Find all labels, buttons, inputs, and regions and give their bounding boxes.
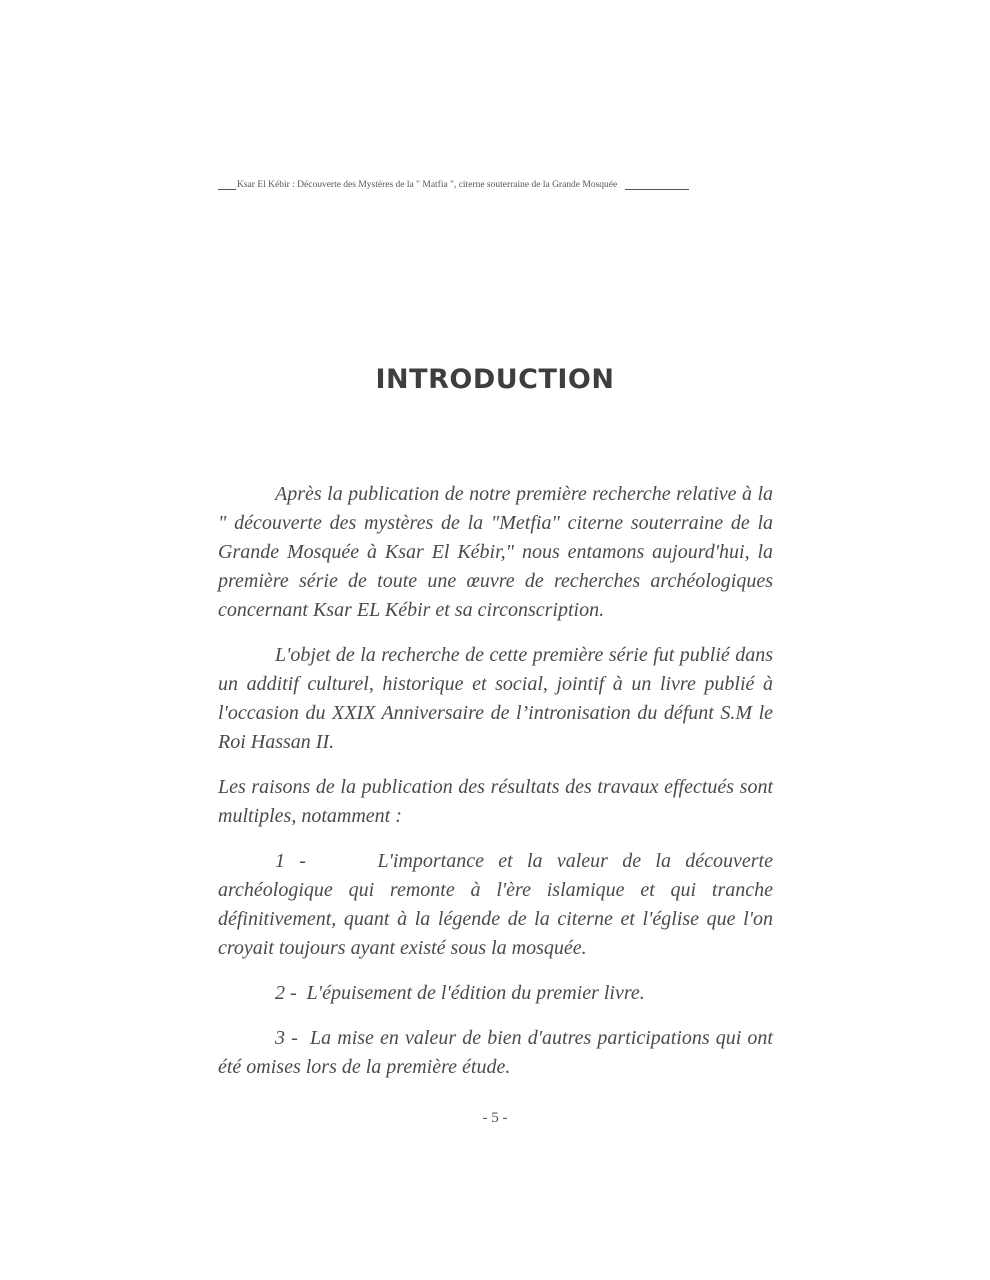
paragraph-1: Après la publication de notre première recherche relative à la " découverte des mystères de la "Metfia" citerne souterraine de la Grande Mosquée à Ksar El Kébir," nous entamons aujourd'hui, la première série de toute une œuvre de recherches archéologiques concernant Ksar EL Kébir et sa circonscription. <box>218 483 773 621</box>
header-rule-right <box>625 181 689 190</box>
running-header-text: Ksar El Kébir : Découverte des Mystéres de la " Matfia ", citerne souterraine de la Grande Mosquée <box>237 180 618 190</box>
list-item-number: 1 - <box>275 850 306 872</box>
list-item <box>218 979 773 1008</box>
list-item <box>218 847 773 963</box>
header-rule-left <box>218 181 236 190</box>
list-item-text: L'épuisement de l'édition du premier livre. <box>306 982 645 1004</box>
list-item <box>218 1024 773 1082</box>
paragraph-3: Les raisons de la publication des résultats des travaux effectués sont multiples, notamment : <box>218 776 773 827</box>
page-title: INTRODUCTION <box>375 364 615 395</box>
body-text <box>218 480 773 1098</box>
list-item-number: 3 - <box>275 1027 298 1049</box>
running-header <box>218 180 773 190</box>
paragraph-2: L'objet de la recherche de cette première série fut publié dans un additif culturel, historique et social, jointif à un livre publié à l'occasion du XXIX Anniversaire de l’intronisation du défunt S.M le Roi Hassan II. <box>218 644 773 753</box>
list-item-text: La mise en valeur de bien d'autres participations qui ont été omises lors de la première étude. <box>218 1027 773 1078</box>
list-item-number: 2 - <box>275 982 297 1004</box>
list-item-text: L'importance et la valeur de la découverte archéologique qui remonte à l'ère islamique et qui tranche définitivement, quant à la légende de la citerne et l'église que l'on croyait toujours ayant existé sous la mosquée. <box>218 850 773 959</box>
page-number: - 5 - <box>482 1110 508 1126</box>
